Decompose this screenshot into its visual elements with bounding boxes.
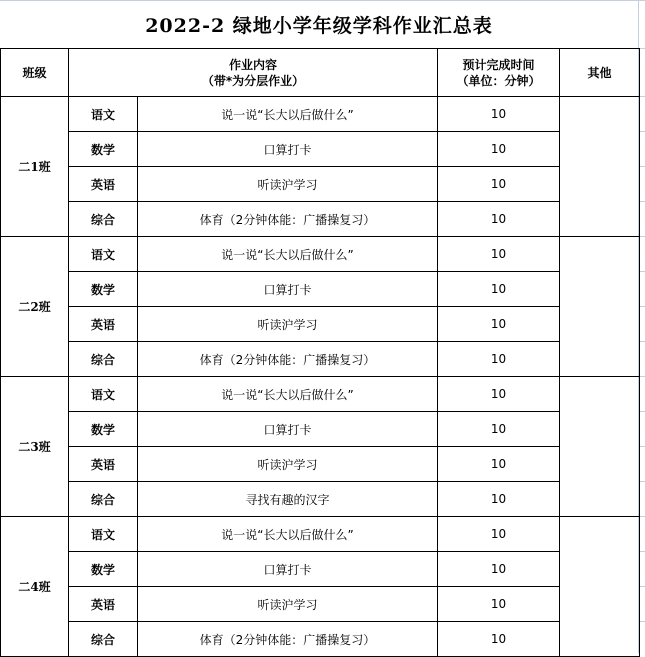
task-cell[interactable]: 口算打卡 [138,412,438,447]
task-cell[interactable]: 体育（2分钟体能：广播操复习） [138,342,438,377]
minutes-cell[interactable]: 10 [438,132,560,167]
other-cell[interactable] [560,377,640,517]
task-cell[interactable]: 听读沪学习 [138,307,438,342]
class-cell[interactable]: 二1班 [1,97,69,237]
subject-cell[interactable]: 英语 [69,167,138,202]
table-row [1,237,640,272]
task-cell[interactable]: 听读沪学习 [138,447,438,482]
class-cell[interactable]: 二2班 [1,237,69,377]
table-row [1,307,640,342]
minutes-cell[interactable]: 10 [438,202,560,237]
subject-cell[interactable]: 综合 [69,202,138,237]
table-row [1,97,640,132]
minutes-cell[interactable]: 10 [438,307,560,342]
header-other[interactable]: 其他 [560,49,640,97]
table-row [1,342,640,377]
table-row [1,377,640,412]
header-time[interactable] [438,49,560,97]
subject-cell[interactable]: 数学 [69,132,138,167]
subject-cell[interactable]: 语文 [69,517,138,552]
header-time-line2: （单位：分钟） [456,73,541,88]
minutes-cell[interactable]: 10 [438,412,560,447]
class-cell[interactable]: 二3班 [1,377,69,517]
task-cell[interactable]: 说一说“长大以后做什么” [138,237,438,272]
subject-cell[interactable]: 语文 [69,377,138,412]
table-row [1,132,640,167]
header-time-line1: 预计完成时间 [462,57,535,72]
header-content[interactable] [69,49,438,97]
table-row [1,552,640,587]
subject-cell[interactable]: 英语 [69,447,138,482]
task-cell[interactable]: 说一说“长大以后做什么” [138,97,438,132]
subject-cell[interactable]: 数学 [69,552,138,587]
table-row [1,587,640,622]
minutes-cell[interactable]: 10 [438,272,560,307]
subject-cell[interactable]: 语文 [69,237,138,272]
table-row [1,447,640,482]
subject-cell[interactable]: 数学 [69,272,138,307]
table-row [1,622,640,657]
task-cell[interactable]: 说一说“长大以后做什么” [138,517,438,552]
task-cell[interactable]: 口算打卡 [138,552,438,587]
minutes-cell[interactable]: 10 [438,552,560,587]
subject-cell[interactable]: 数学 [69,412,138,447]
subject-cell[interactable]: 综合 [69,342,138,377]
minutes-cell[interactable]: 10 [438,97,560,132]
minutes-cell[interactable]: 10 [438,482,560,517]
header-class[interactable]: 班级 [1,49,69,97]
minutes-cell[interactable]: 10 [438,167,560,202]
subject-cell[interactable]: 英语 [69,307,138,342]
table-row [1,517,640,552]
task-cell[interactable]: 寻找有趣的汉字 [138,482,438,517]
task-cell[interactable]: 听读沪学习 [138,167,438,202]
table-row [1,202,640,237]
sheet-title[interactable]: 2022-2 绿地小学年级学科作业汇总表 [145,15,493,37]
task-cell[interactable]: 说一说“长大以后做什么” [138,377,438,412]
minutes-cell[interactable]: 10 [438,587,560,622]
table-row [1,272,640,307]
subject-cell[interactable]: 语文 [69,97,138,132]
table-row [1,412,640,447]
task-cell[interactable]: 体育（2分钟体能：广播操复习） [138,202,438,237]
header-content-line2: （带*为分层作业） [201,73,305,88]
minutes-cell[interactable]: 10 [438,622,560,657]
header-content-line1: 作业内容 [228,57,277,72]
task-cell[interactable]: 口算打卡 [138,272,438,307]
minutes-cell[interactable]: 10 [438,377,560,412]
other-cell[interactable] [560,517,640,657]
class-cell[interactable]: 二4班 [1,517,69,657]
table-row [1,167,640,202]
minutes-cell[interactable]: 10 [438,342,560,377]
subject-cell[interactable]: 综合 [69,482,138,517]
minutes-cell[interactable]: 10 [438,517,560,552]
minutes-cell[interactable]: 10 [438,447,560,482]
homework-summary-table [0,48,640,657]
minutes-cell[interactable]: 10 [438,237,560,272]
table-row [1,482,640,517]
subject-cell[interactable]: 综合 [69,622,138,657]
task-cell[interactable]: 听读沪学习 [138,587,438,622]
task-cell[interactable]: 体育（2分钟体能：广播操复习） [138,622,438,657]
other-cell[interactable] [560,237,640,377]
task-cell[interactable]: 口算打卡 [138,132,438,167]
subject-cell[interactable]: 英语 [69,587,138,622]
header-row [1,49,640,97]
other-cell[interactable] [560,97,640,237]
